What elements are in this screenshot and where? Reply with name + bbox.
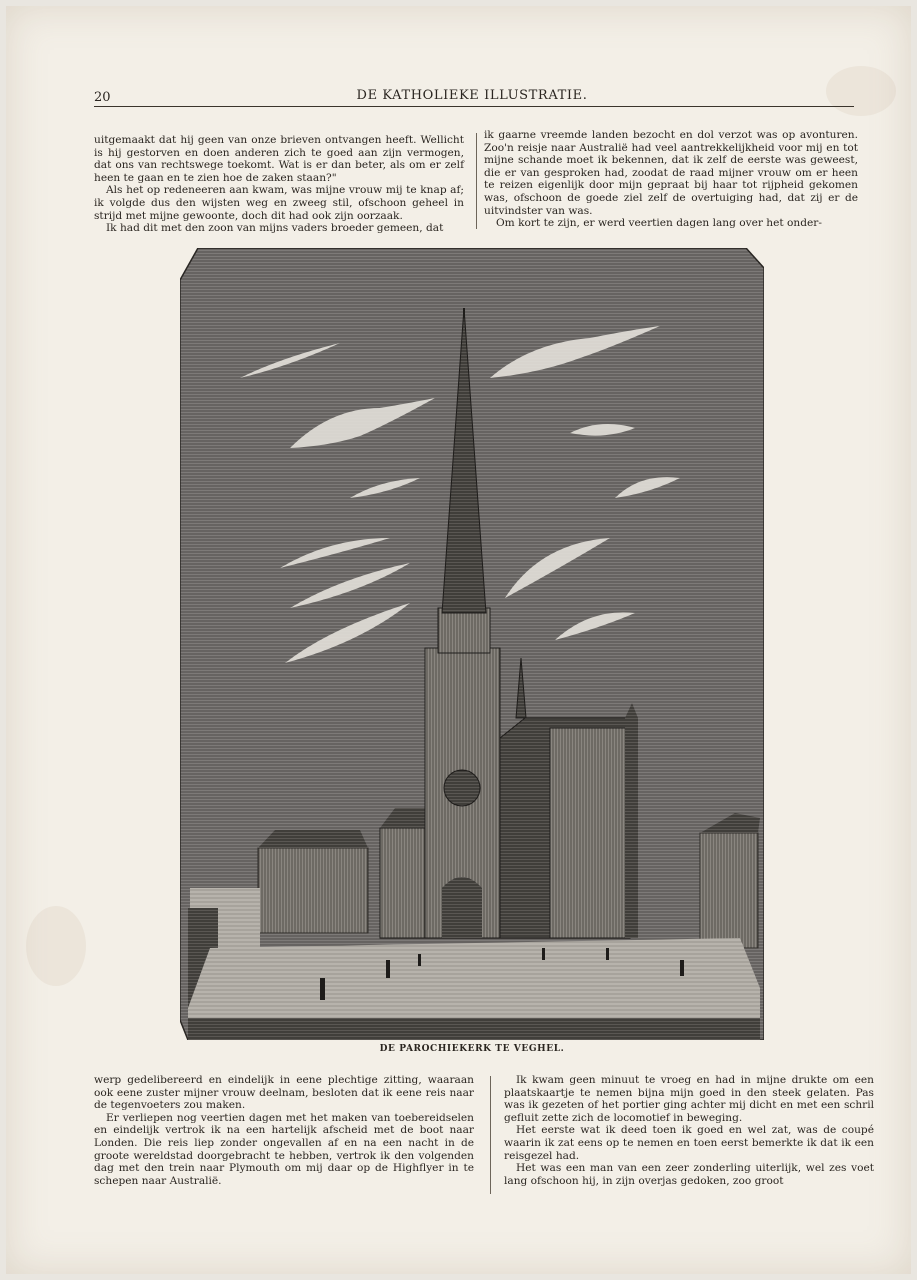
column-divider bbox=[490, 1076, 491, 1194]
paragraph: Het was een man van een zeer zonderling uiterlijk, wel zes voet lang ofschoon hij, in zijn overjas gedoken, zoo groot bbox=[504, 1162, 874, 1187]
houses-right bbox=[700, 813, 760, 948]
page-number: 20 bbox=[94, 90, 111, 105]
paragraph: Om kort te zijn, er werd veertien dagen lang over het onder- bbox=[496, 217, 822, 230]
running-title: DE KATHOLIEKE ILLUSTRATIE. bbox=[356, 88, 588, 103]
paragraph: Ik had dit met den zoon van mijns vaders broeder gemeen, dat bbox=[106, 222, 444, 235]
paper-stain bbox=[26, 906, 86, 986]
top-right-column bbox=[484, 129, 858, 230]
church-engraving bbox=[180, 248, 764, 1040]
paragraph: uitgemaakt dat hij geen van onze brieven ontvangen heeft. Wellicht is hij gestorven en doen anderen zich te goed aan zijn vermogen, dat ons van rechtswege toekomt. Wat is er dan beter, als om er zelf heen te gaan en te zien hoe de zaken staan?" bbox=[94, 134, 464, 184]
bottom-left-column bbox=[94, 1074, 474, 1187]
header-rule bbox=[94, 106, 854, 107]
bottom-right-column bbox=[504, 1074, 874, 1187]
paragraph: werp gedelibereerd en eindelijk in eene plechtige zitting, waaraan ook eene zuster mijner vrouw deelnam, besloten dat ik eene reis naar de tegenvoeters zou maken. bbox=[94, 1074, 474, 1112]
paragraph: Er verliepen nog veertien dagen met het maken van toebereidselen en eindelijk vertrok ik na een hartelijk afscheid met de boot naar Londen. Die reis liep zonder ongevallen af en na een nacht in de groote wereldstad doorgebracht te hebben, vertrok ik den volgenden dag met den trein naar Plymouth om mij daar op de Highflyer in te schepen naar Australië. bbox=[94, 1111, 474, 1187]
column-divider bbox=[476, 133, 477, 229]
paragraph: Het eerste wat ik deed toen ik goed en wel zat, was de coupé waarin ik zat eens op te nemen en toen eerst bemerkte ik dat ik een reisgezel had. bbox=[504, 1124, 874, 1162]
page-header bbox=[94, 88, 850, 108]
paragraph: Ik kwam geen minuut te vroeg en had in mijne drukte om een plaatskaartje te nemen bijna mijn goed in den steek gelaten. Pas was ik gezeten of het portier ging achter mij dicht en met een schril gefluit zette zich de locomotief in beweging. bbox=[504, 1074, 874, 1124]
top-left-column bbox=[94, 134, 464, 235]
illustration-caption: DE PAROCHIEKERK TE VEGHEL. bbox=[379, 1044, 565, 1054]
paragraph: Als het op redeneeren aan kwam, was mijne vrouw mij te knap af; ik volgde dus den wijsten weg en zweeg stil, ofschoon geheel in strijd met mijne gewoonte, doch dit had ook zijn oorzaak. bbox=[94, 184, 464, 222]
paragraph: ik gaarne vreemde landen bezocht en dol verzot was op avonturen. Zoo'n reisje naar Australië had veel aantrekkelijkheid voor mij en tot mijne schande moet ik bekennen, dat ik zelf de eerste was geweest, die er van gesproken had, zoodat de raad mijner vrouw om er heen te reizen eigenlijk door mijn gepraat bij haar tot rijpheid gekomen was, ofschoon de goede ziel zelf de overtuiging had, dat zij er de uitvindster van was. bbox=[484, 129, 858, 217]
